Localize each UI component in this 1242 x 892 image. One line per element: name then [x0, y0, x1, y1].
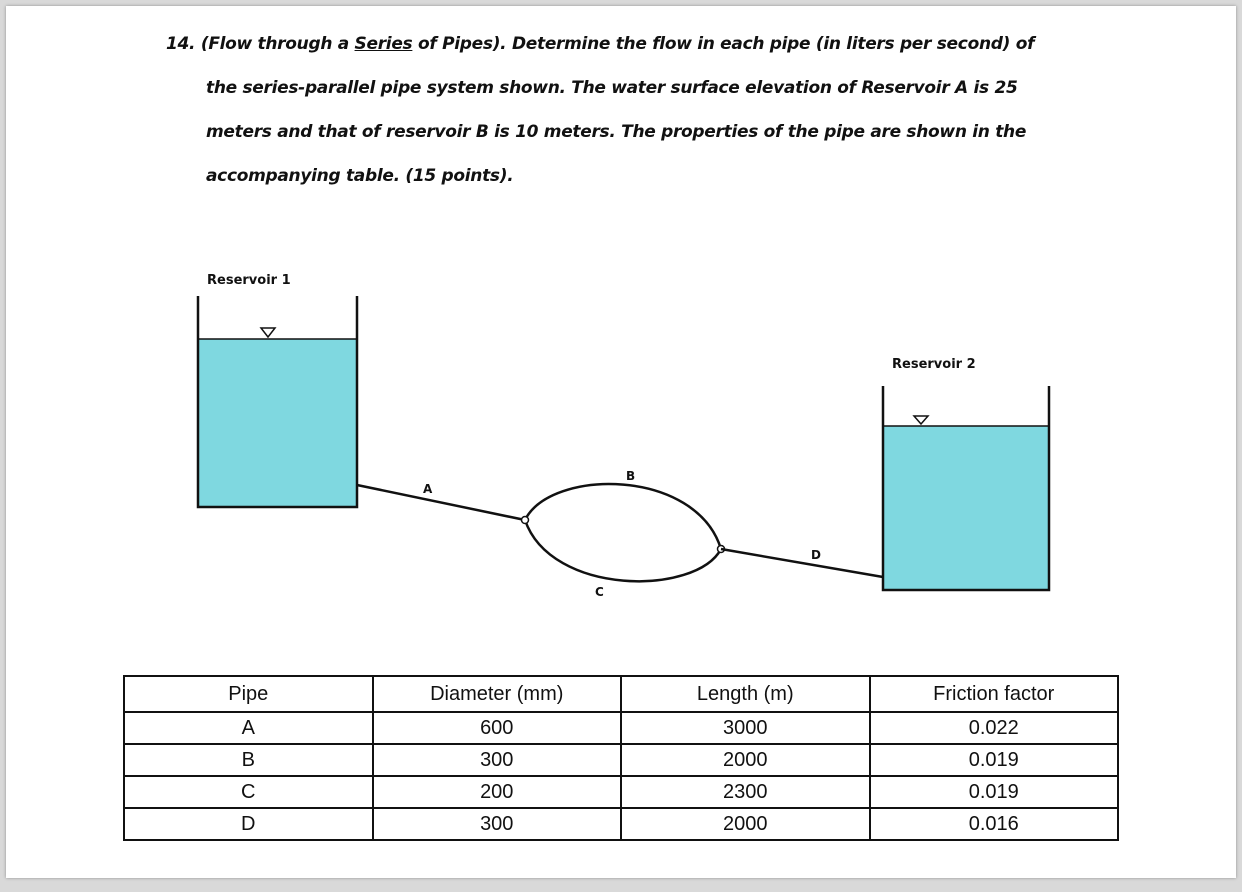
reservoir-2-water — [883, 426, 1049, 590]
cell-diameter: 200 — [373, 776, 622, 808]
pipe-system-diagram — [6, 6, 1236, 666]
cell-friction-factor: 0.019 — [870, 744, 1119, 776]
cell-pipe: B — [124, 744, 373, 776]
table-row — [124, 776, 1118, 808]
reservoir-1-label: Reservoir 1 — [207, 273, 291, 288]
reservoir-2-label: Reservoir 2 — [892, 357, 976, 372]
table-header-row — [124, 676, 1118, 712]
title-open: (Flow through a — [200, 34, 355, 54]
table-row — [124, 744, 1118, 776]
header-diameter: Diameter (mm) — [373, 676, 622, 712]
question-line-1-rest: Determine the flow in each pipe (in liters per second) of — [511, 34, 1035, 54]
document-page — [6, 6, 1236, 878]
question-line-2: the series-parallel pipe system shown. The water surface elevation of Reservoir A is 25 — [206, 78, 1018, 98]
title-underlined-word: Series — [354, 34, 413, 54]
cell-diameter: 300 — [373, 808, 622, 840]
cell-diameter: 600 — [373, 712, 622, 744]
header-pipe: Pipe — [124, 676, 373, 712]
table-row — [124, 808, 1118, 840]
reservoir-1-water — [198, 339, 357, 507]
pipe-a — [357, 485, 525, 520]
cell-length: 2000 — [621, 808, 870, 840]
table-row — [124, 712, 1118, 744]
pipe-b — [525, 484, 721, 549]
pipe-b-label: B — [626, 469, 636, 483]
pipe-d-label: D — [811, 548, 821, 562]
question-number: 14. — [166, 34, 196, 54]
pipe-c — [525, 520, 721, 581]
pipe-a-label: A — [423, 482, 433, 496]
cell-pipe: A — [124, 712, 373, 744]
cell-length: 2000 — [621, 744, 870, 776]
cell-friction-factor: 0.022 — [870, 712, 1119, 744]
cell-diameter: 300 — [373, 744, 622, 776]
cell-length: 2300 — [621, 776, 870, 808]
header-length: Length (m) — [621, 676, 870, 712]
pipe-c-label: C — [595, 585, 604, 599]
junction-node-1 — [522, 517, 529, 524]
pipe-d — [721, 549, 883, 577]
question-line-3: meters and that of reservoir B is 10 meters. The properties of the pipe are shown in the — [206, 122, 1027, 142]
cell-pipe: C — [124, 776, 373, 808]
cell-friction-factor: 0.016 — [870, 808, 1119, 840]
pipe-properties-table — [123, 675, 1119, 841]
question-line-4: accompanying table. (15 points). — [206, 166, 514, 186]
cell-length: 3000 — [621, 712, 870, 744]
cell-pipe: D — [124, 808, 373, 840]
header-friction-factor: Friction factor — [870, 676, 1119, 712]
reservoir-2-surface-marker-icon — [914, 416, 928, 424]
title-close: of Pipes). — [412, 34, 507, 54]
cell-friction-factor: 0.019 — [870, 776, 1119, 808]
reservoir-1-surface-marker-icon — [261, 328, 275, 337]
